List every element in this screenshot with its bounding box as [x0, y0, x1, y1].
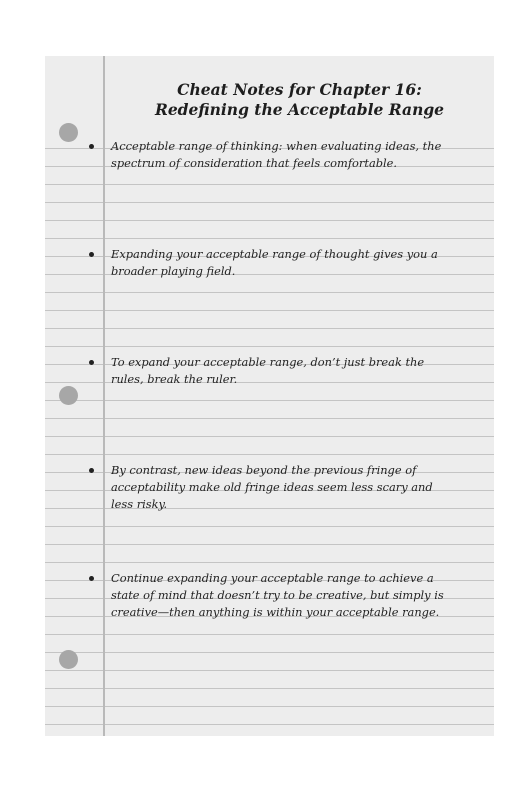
margin-line: [103, 56, 105, 736]
list-item: [111, 570, 456, 622]
punch-hole: [59, 123, 78, 142]
list-item-text: To expand your acceptable range, don’t just break the rules, break the ruler.: [111, 355, 425, 387]
page-title-line-1: Cheat Notes for Chapter 16:: [177, 80, 422, 99]
bullet-icon: [89, 252, 94, 257]
list-item: [111, 138, 456, 172]
page-title-line-2: Redefining the Acceptable Range: [154, 100, 445, 119]
list-item-text: Continue expanding your acceptable range to achieve a state of mind that doesn’t try to be creative, but simply is creative—then anything is within your acceptable range.: [111, 571, 444, 620]
bullet-icon: [89, 468, 94, 473]
list-item-text: Acceptable range of thinking: when evaluating ideas, the spectrum of consideration that feels comfortable.: [111, 139, 442, 171]
list-item: [111, 246, 456, 280]
notebook-page: [45, 56, 494, 736]
list-item: [111, 354, 456, 388]
list-item: [111, 462, 456, 514]
list-item-text: By contrast, new ideas beyond the previous fringe of acceptability make old fringe ideas seem less scary and less risky.: [111, 463, 433, 512]
bullet-icon: [89, 144, 94, 149]
punch-hole: [59, 650, 78, 669]
list-item-text: Expanding your acceptable range of thought gives you a broader playing field.: [111, 247, 438, 279]
bullet-icon: [89, 360, 94, 365]
bullet-icon: [89, 576, 94, 581]
punch-hole: [59, 386, 78, 405]
